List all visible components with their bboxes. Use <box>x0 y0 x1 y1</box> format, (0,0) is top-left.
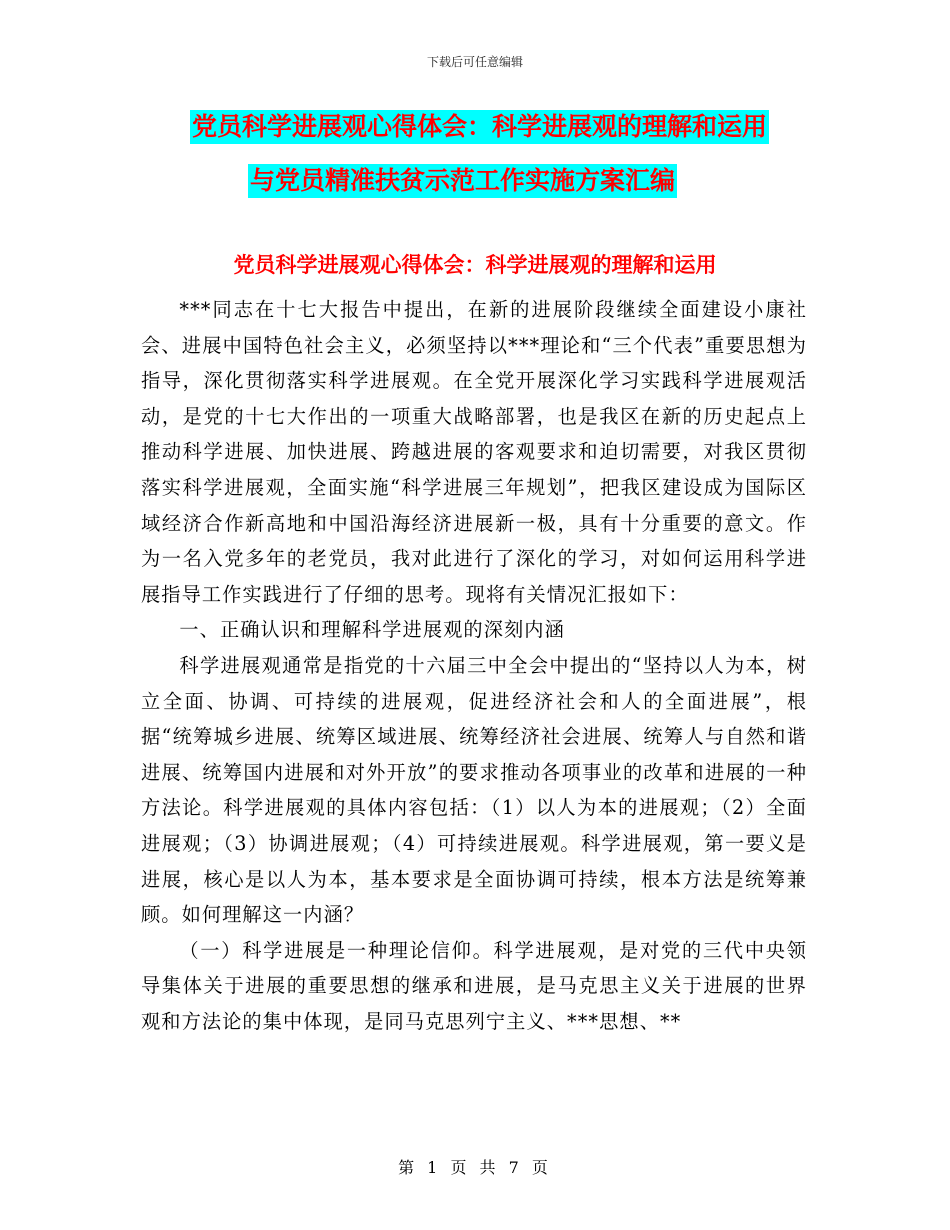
section-heading: 一、正确认识和理解科学进展观的深刻内涵 <box>179 618 565 642</box>
paragraph: 科学进展观通常是指党的十六届三中全会中提出的“坚持以人为本，树立全面、协调、可持续的进展观，促进经济社会和人的全面进展”，根据“统筹城乡进展、统筹区域进展、统筹经济社会进展、统筹人与自然和谐进展、统筹国内进展和对外开放”的要求推动各项事业的改革和进展的一种方法论。科学进展观的具体内容包括：（1）以人为本的进展观；（2）全面进展观；（3）协调进展观；（4）可持续进展观。科学进展观，第一要义是进展，核心是以人为本，基本要求是全面协调可持续，根本方法是统筹兼顾。如何理解这一内涵？ <box>141 653 807 927</box>
section-title: 党员科学进展观心得体会：科学进展观的理解和运用 <box>233 253 717 277</box>
paragraph: ***同志在十七大报告中提出，在新的进展阶段继续全面建设小康社会、进展中国特色社会主义，必须坚持以***理论和“三个代表”重要思想为指导，深化贯彻落实科学进展观。在全党开展深化学习实践科学进展观活动，是党的十七大作出的一项重大战略部署，也是我区在新的历史起点上推动科学进展、加快进展、跨越进展的客观要求和迫切需要，对我区贯彻落实科学进展观，全面实施“科学进展三年规划”，把我区建设成为国际区域经济合作新高地和中国沿海经济进展新一极，具有十分重要的意文。作为一名入党多年的老党员，我对此进行了深化的学习，对如何运用科学进展指导工作实践进行了仔细的思考。现将有关情况汇报如下： <box>141 298 807 606</box>
paragraph: （一）科学进展是一种理论信仰。科学进展观，是对党的三代中央领导集体关于进展的重要思想的继承和进展，是马克思主义关于进展的世界观和方法论的集中体现，是同马克思列宁主义、***思想、** <box>141 938 807 1033</box>
page-header: 下载后可任意编辑 <box>426 55 523 69</box>
title-line-2: 与党员精准扶贫示范工作实施方案汇编 <box>248 164 677 198</box>
document-title <box>180 110 820 198</box>
body-text <box>141 292 807 1039</box>
page-footer: 第 1 页 共 7 页 <box>398 1158 552 1177</box>
title-line-1: 党员科学进展观心得体会：科学进展观的理解和运用 <box>190 110 769 144</box>
